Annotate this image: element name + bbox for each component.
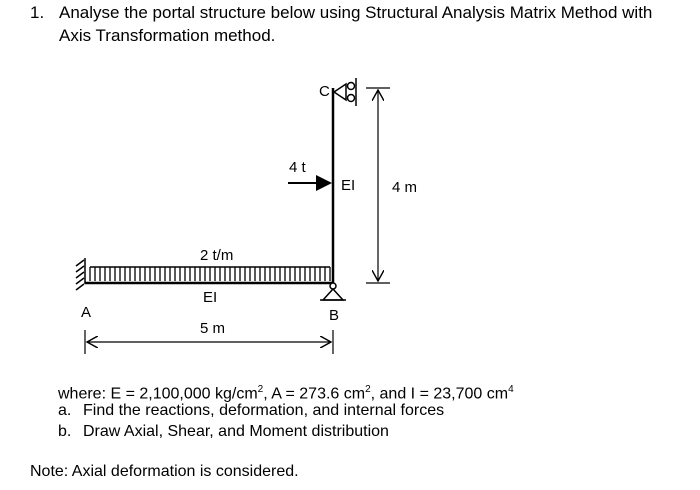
note-text: Note: Axial deformation is considered. <box>30 463 299 480</box>
area-text: , A = 273.6 cm <box>263 385 366 403</box>
task-a-text: Find the reactions, deformation, and internal forces <box>83 402 445 419</box>
height-label: 4 m <box>392 179 418 196</box>
column-rigidity-label: EI <box>341 177 356 194</box>
modulus-text: where: E = 2,100,000 kg/cm <box>58 385 258 403</box>
udl-label: 2 t/m <box>200 247 234 264</box>
task-b-text: Draw Axial, Shear, and Moment distribution <box>83 423 389 440</box>
exponent-1: 2 <box>257 384 264 395</box>
node-b-label: B <box>329 307 340 324</box>
exponent-3: 4 <box>508 384 514 395</box>
task-b-marker: b. <box>58 423 72 440</box>
roller-support-c <box>334 78 356 106</box>
span-label: 5 m <box>200 320 226 337</box>
point-load-label: 4 t <box>289 159 306 176</box>
height-dimension <box>366 88 390 283</box>
question-number: 1. <box>30 3 45 22</box>
inertia-text: , and I = 23,700 cm <box>370 385 509 403</box>
pin-support-b <box>320 283 346 300</box>
beam-rigidity-label: EI <box>203 289 218 306</box>
fixed-support-a <box>76 258 85 290</box>
task-a-marker: a. <box>58 402 72 419</box>
node-a-label: A <box>81 304 92 321</box>
question-line-1: Analyse the portal structure below using Structural Analysis Matrix Method with <box>59 3 653 22</box>
node-c-label: C <box>319 83 330 100</box>
exponent-2: 2 <box>365 384 371 395</box>
distributed-load <box>90 267 330 281</box>
question-line-2: Axis Transformation method. <box>59 26 276 45</box>
